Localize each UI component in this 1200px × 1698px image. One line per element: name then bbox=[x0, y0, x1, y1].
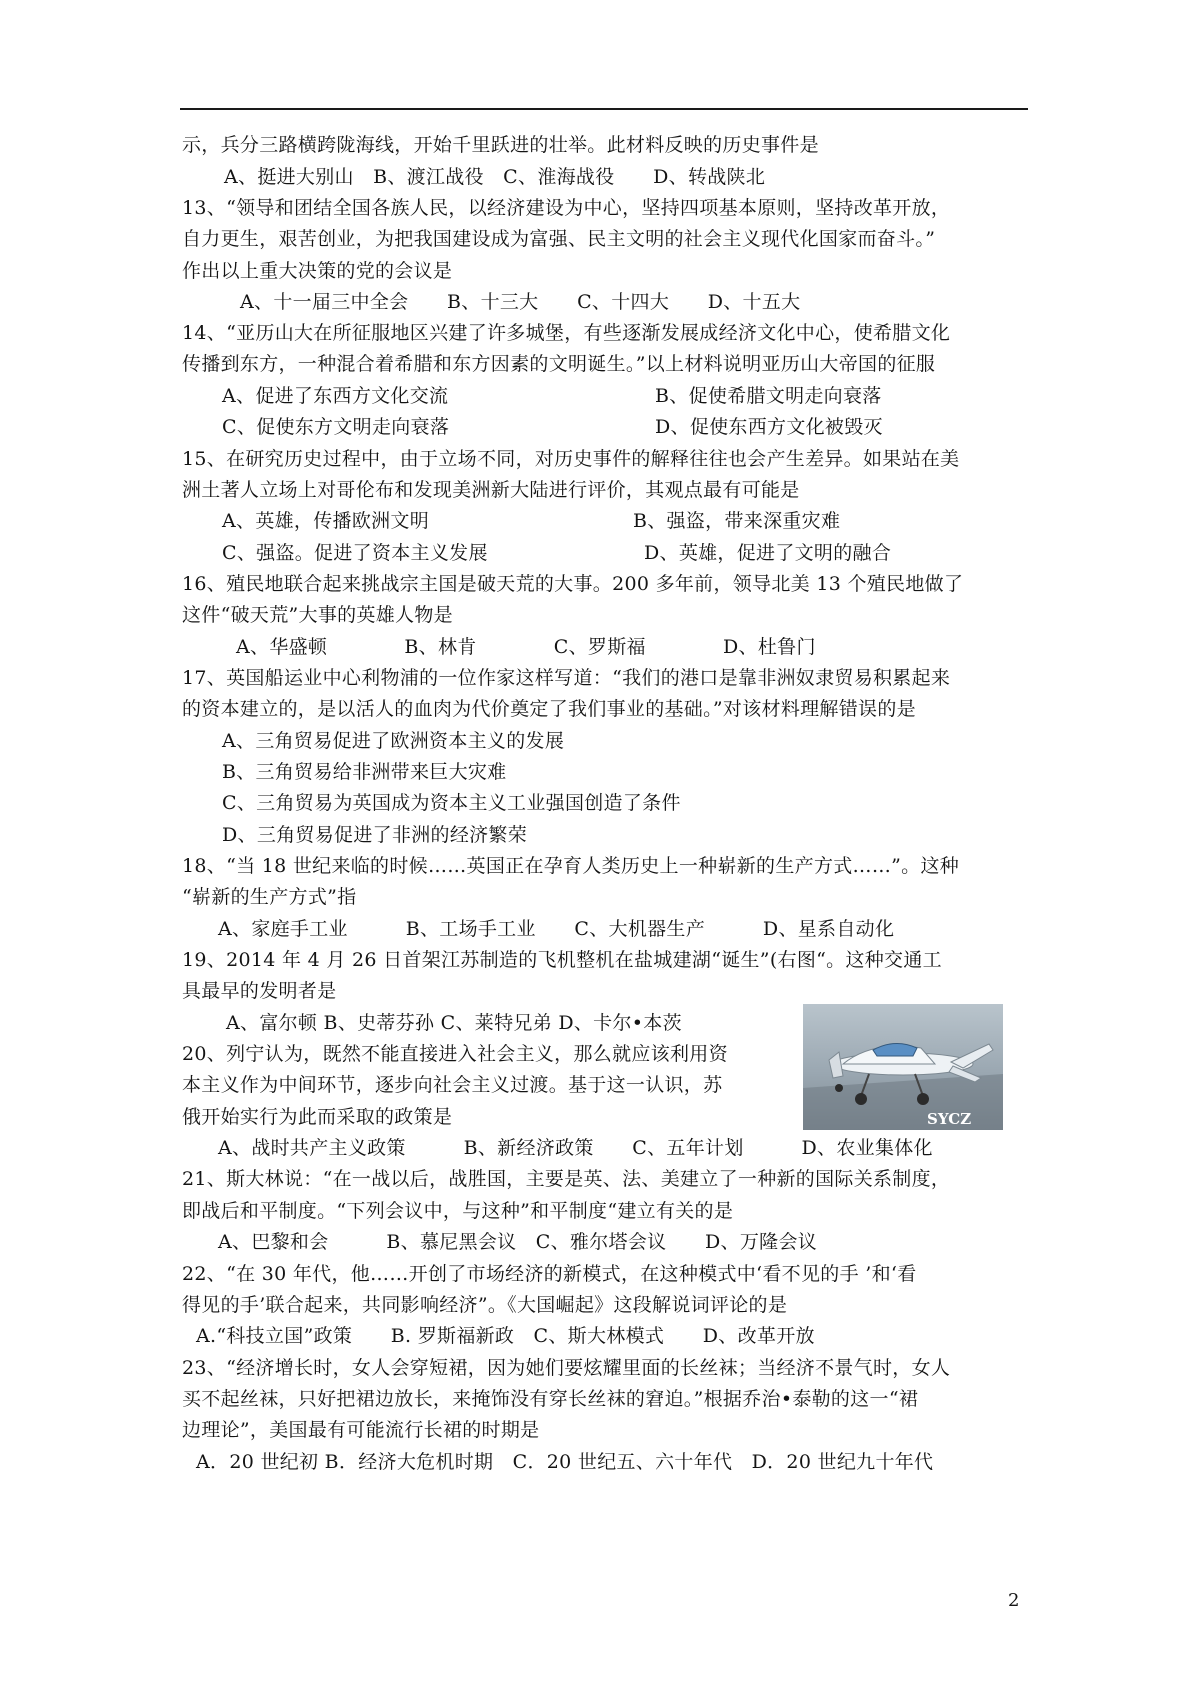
text-line: A、富尔顿 B、史蒂芬孙 C、莱特兄弟 D、卡尔•本茨 bbox=[226, 1012, 682, 1034]
text-line: A、十一届三中全会 B、十三大 C、十四大 D、十五大 bbox=[240, 291, 801, 313]
text-line: A、家庭手工业 B、工场手工业 C、大机器生产 D、星系自动化 bbox=[218, 918, 895, 940]
text-line: 边理论”，美国最有可能流行长裙的时期是 bbox=[182, 1419, 540, 1441]
text-line: 本主义作为中间环节，逐步向社会主义过渡。基于这一认识，苏 bbox=[182, 1074, 723, 1096]
page-number: 2 bbox=[1008, 1590, 1020, 1611]
text-line: 17、英国船运业中心利物浦的一位作家这样写道：“我们的港口是靠非洲奴隶贸易积累起来 bbox=[182, 667, 951, 689]
text-line: 即战后和平制度。“下列会议中，与这种”和平制度“建立有关的是 bbox=[182, 1200, 734, 1222]
option-text: D、英雄，促进了文明的融合 bbox=[644, 542, 892, 564]
image-caption: SYCZ bbox=[927, 1110, 972, 1128]
text-line: A、三角贸易促进了欧洲资本主义的发展 bbox=[222, 730, 565, 752]
text-line: 俄开始实行为此而采取的政策是 bbox=[182, 1106, 453, 1128]
text-line: 18、“当 18 世纪来临的时候……英国正在孕育人类历史上一种崭新的生产方式……”。这种 bbox=[182, 855, 960, 877]
text-line: 16、殖民地联合起来挑战宗主国是破天荒的大事。200 多年前，领导北美 13 个殖民地做了 bbox=[182, 573, 964, 595]
text-line: A．20 世纪初 B．经济大危机时期 C．20 世纪五、六十年代 D．20 世纪九十年代 bbox=[196, 1451, 934, 1473]
option-text: A、促进了东西方文化交流 bbox=[222, 385, 449, 407]
option-text: A、英雄，传播欧洲文明 bbox=[222, 510, 430, 532]
text-line: A、挺进大别山 B、渡江战役 C、淮海战役 D、转战陕北 bbox=[224, 166, 766, 188]
text-line: C、三角贸易为英国成为资本主义工业强国创造了条件 bbox=[222, 792, 681, 814]
text-line: 传播到东方，一种混合着希腊和东方因素的文明诞生。”以上材料说明亚历山大帝国的征服 bbox=[182, 353, 936, 375]
text-line: 23、“经济增长时，女人会穿短裙，因为她们要炫耀里面的长丝袜；当经济不景气时，女人 bbox=[182, 1357, 951, 1379]
text-line: 作出以上重大决策的党的会议是 bbox=[182, 260, 453, 282]
text-line: 14、“亚历山大在所征服地区兴建了许多城堡，有些逐渐发展成经济文化中心，使希腊文化 bbox=[182, 322, 951, 344]
text-line: A.“科技立国”政策 B. 罗斯福新政 C、斯大林模式 D、改革开放 bbox=[196, 1325, 815, 1347]
header-rule bbox=[180, 108, 1028, 110]
text-line: 的资本建立的，是以活人的血肉为代价奠定了我们事业的基础。”对该材料理解错误的是 bbox=[182, 698, 916, 720]
text-line: 具最早的发明者是 bbox=[182, 980, 337, 1002]
text-line: 13、“领导和团结全国各族人民，以经济建设为中心，坚持四项基本原则，坚持改革开放， bbox=[182, 197, 951, 219]
text-line: 这件“破天荒”大事的英雄人物是 bbox=[182, 604, 453, 626]
text-line: 洲土著人立场上对哥伦布和发现美洲新大陆进行评价，其观点最有可能是 bbox=[182, 479, 800, 501]
text-line: B、三角贸易给非洲带来巨大灾难 bbox=[222, 761, 507, 783]
text-line: 21、斯大林说：“在一战以后，战胜国，主要是英、法、美建立了一种新的国际关系制度， bbox=[182, 1168, 951, 1190]
text-line: 买不起丝袜，只好把裙边放长，来掩饰没有穿长丝袜的窘迫。”根据乔治•泰勒的这一“裙 bbox=[182, 1388, 919, 1410]
option-text: C、强盗。促进了资本主义发展 bbox=[222, 542, 488, 564]
text-line: 22、“在 30 年代，他……开创了市场经济的新模式，在这种模式中‘看不见的手 ’和‘看 bbox=[182, 1263, 917, 1285]
text-line: A、巴黎和会 B、慕尼黑会议 C、雅尔塔会议 D、万隆会议 bbox=[218, 1231, 818, 1253]
option-text: B、强盗，带来深重灾难 bbox=[633, 510, 841, 532]
text-line: 示，兵分三路横跨陇海线，开始千里跃进的壮举。此材料反映的历史事件是 bbox=[182, 134, 819, 156]
airplane-icon bbox=[803, 1004, 1003, 1130]
option-text: D、促使东西方文化被毁灭 bbox=[655, 416, 883, 438]
option-text: C、促使东方文明走向衰落 bbox=[222, 416, 450, 438]
text-line: “崭新的生产方式”指 bbox=[182, 886, 357, 908]
option-text: B、促使希腊文明走向衰落 bbox=[655, 385, 882, 407]
airplane-photo bbox=[803, 1004, 1003, 1130]
text-line: 15、在研究历史过程中，由于立场不同，对历史事件的解释往往也会产生差异。如果站在美 bbox=[182, 448, 960, 470]
text-line: 20、列宁认为，既然不能直接进入社会主义，那么就应该利用资 bbox=[182, 1043, 728, 1065]
text-line: D、三角贸易促进了非洲的经济繁荣 bbox=[222, 824, 528, 846]
text-line: 19、2014 年 4 月 26 日首架江苏制造的飞机整机在盐城建湖“诞生”(右图“。这种交通工 bbox=[182, 949, 942, 971]
text-line: A、战时共产主义政策 B、新经济政策 C、五年计划 D、农业集体化 bbox=[218, 1137, 933, 1159]
text-line: 得见的手’联合起来，共同影响经济”。《大国崛起》这段解说词评论的是 bbox=[182, 1294, 788, 1316]
text-line: A、华盛顿 B、林肯 C、罗斯福 D、杜鲁门 bbox=[236, 636, 816, 658]
text-line: 自力更生，艰苦创业，为把我国建设成为富强、民主文明的社会主义现代化国家而奋斗。” bbox=[182, 228, 936, 250]
